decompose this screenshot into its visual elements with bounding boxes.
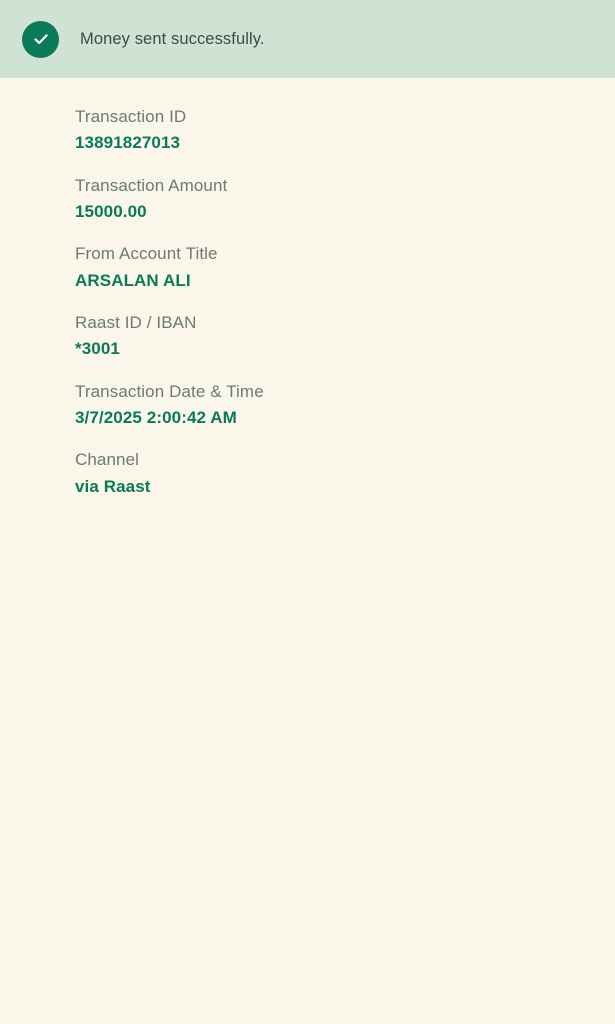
detail-label: Transaction ID: [75, 107, 187, 126]
detail-value: 15000.00: [75, 202, 147, 222]
detail-label: Transaction Amount: [75, 175, 228, 195]
transaction-details-list: [0, 78, 615, 500]
check-circle-icon: [22, 21, 59, 58]
success-message: Money sent successfully.: [80, 29, 265, 48]
detail-row: [75, 241, 615, 294]
detail-label: Raast ID / IBAN: [75, 313, 197, 333]
detail-value: *3001: [75, 339, 120, 359]
detail-label: Transaction Date & Time: [75, 381, 264, 401]
detail-value: ARSALAN ALI: [75, 270, 191, 290]
detail-value: 13891827013: [75, 133, 181, 153]
detail-row: [75, 104, 615, 157]
detail-row: [75, 173, 615, 226]
detail-row: [75, 310, 615, 363]
detail-value: via Raast: [75, 476, 151, 496]
success-banner: [0, 0, 615, 78]
detail-label: Channel: [75, 450, 140, 470]
detail-value: 3/7/2025 2:00:42 AM: [75, 408, 237, 428]
detail-label: From Account Title: [75, 244, 218, 264]
detail-row: [75, 379, 615, 432]
detail-row: [75, 447, 615, 500]
